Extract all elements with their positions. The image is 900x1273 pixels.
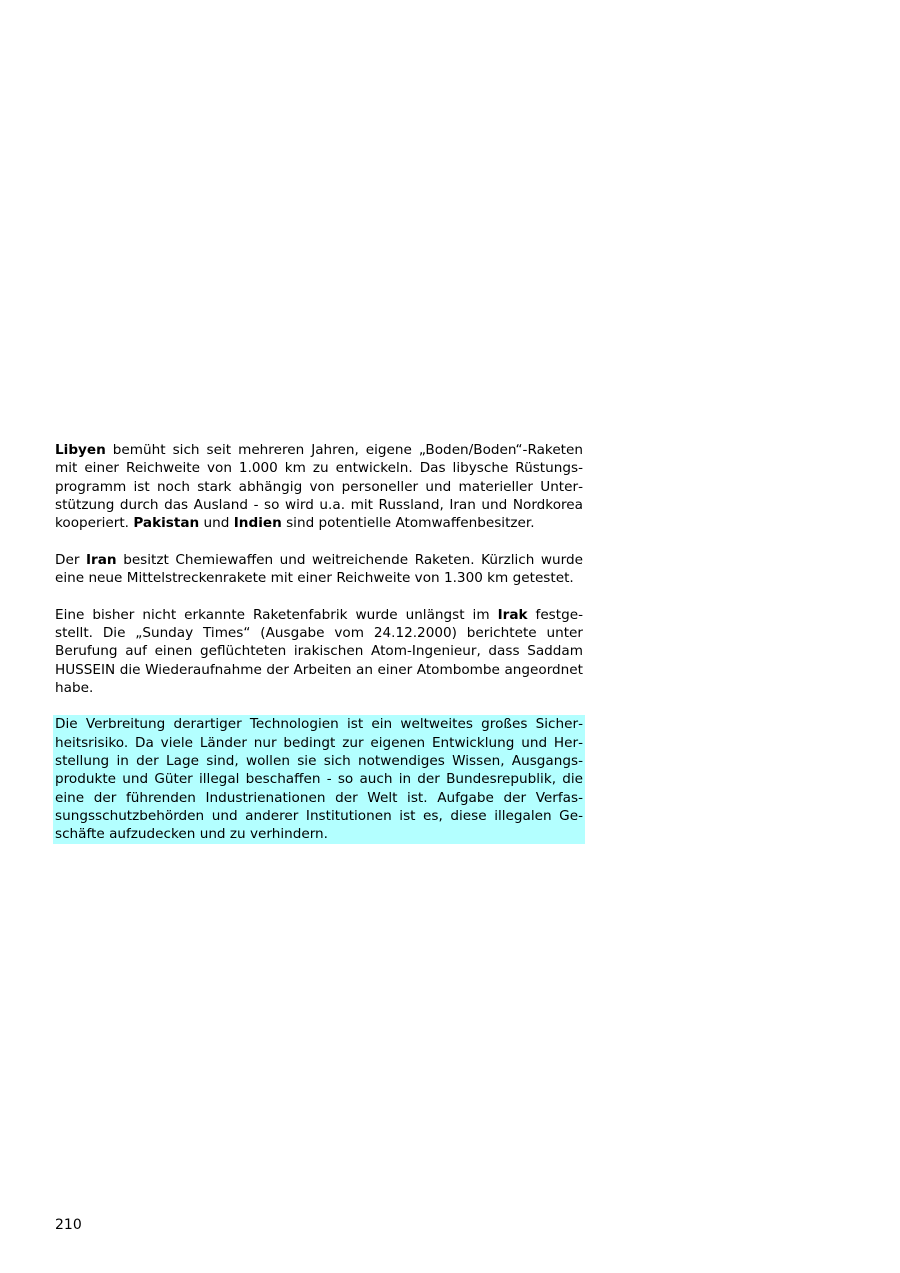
text-span: Die Verbreitung derartiger Technologien ist ein weltweites großes Sicherheitsrisiko. Da viele Länder nur bedingt zur eigenen Entwicklung und Herstellung in der Lage sind, wollen sie sich notwendiges Wissen, Ausgangsprodukte und Güter illegal beschaffen - so auch in der Bundesrepublik, die eine der führenden Industrienationen der Welt ist. Aufgabe der Verfassungsschutzbehörden und anderer Institutionen ist es, diese illegalen Geschäfte aufzudecken und zu verhindern. [55,716,583,843]
text-span: bemüht sich seit mehreren Jahren, eigene „Boden/Boden“-Raketen mit einer Reichweite von 1.000 km zu entwickeln. Das libysche Rüstungsprogramm ist noch stark abhängig von personeller und materieller Unterstützung durch das Ausland - so wird u.a. mit Russland, Iran und Nordkorea kooperiert. [55,442,583,532]
text-span: sind potentielle Atomwaffenbesitzer. [281,515,535,532]
highlighted-paragraph-verbreitung [53,715,585,843]
country-name-pakistan: Pakistan [133,515,200,532]
page-number: 210 [55,1217,82,1233]
body-text [55,441,583,862]
country-name-indien: Indien [233,515,282,532]
text-span: Eine bisher nicht erkannte Raketenfabrik wurde unlängst im [55,606,498,623]
text-span: besitzt Chemiewaffen und weitreichende Raketen. Kürzlich wurde eine neue Mittelstreckenrakete mit einer Reichweite von 1.300 km getestet. [55,551,583,587]
paragraph-iran [55,551,583,588]
paragraph-libyen [55,441,583,532]
text-span: und [199,515,234,532]
text-span: Der [55,551,86,568]
country-name-irak: Irak [497,606,528,623]
country-name-iran: Iran [86,551,117,568]
country-name-libyen: Libyen [55,442,106,458]
text-span: festgestellt. Die „Sunday Times“ (Ausgabe vom 24.12.2000) berichtete unter Berufung auf einen geflüchteten irakischen Atom-Ingenieur, dass Saddam HUSSEIN die Wiederaufnahme der Arbeiten an einer Atombombe angeordnet habe. [55,606,583,696]
paragraph-irak [55,606,583,697]
